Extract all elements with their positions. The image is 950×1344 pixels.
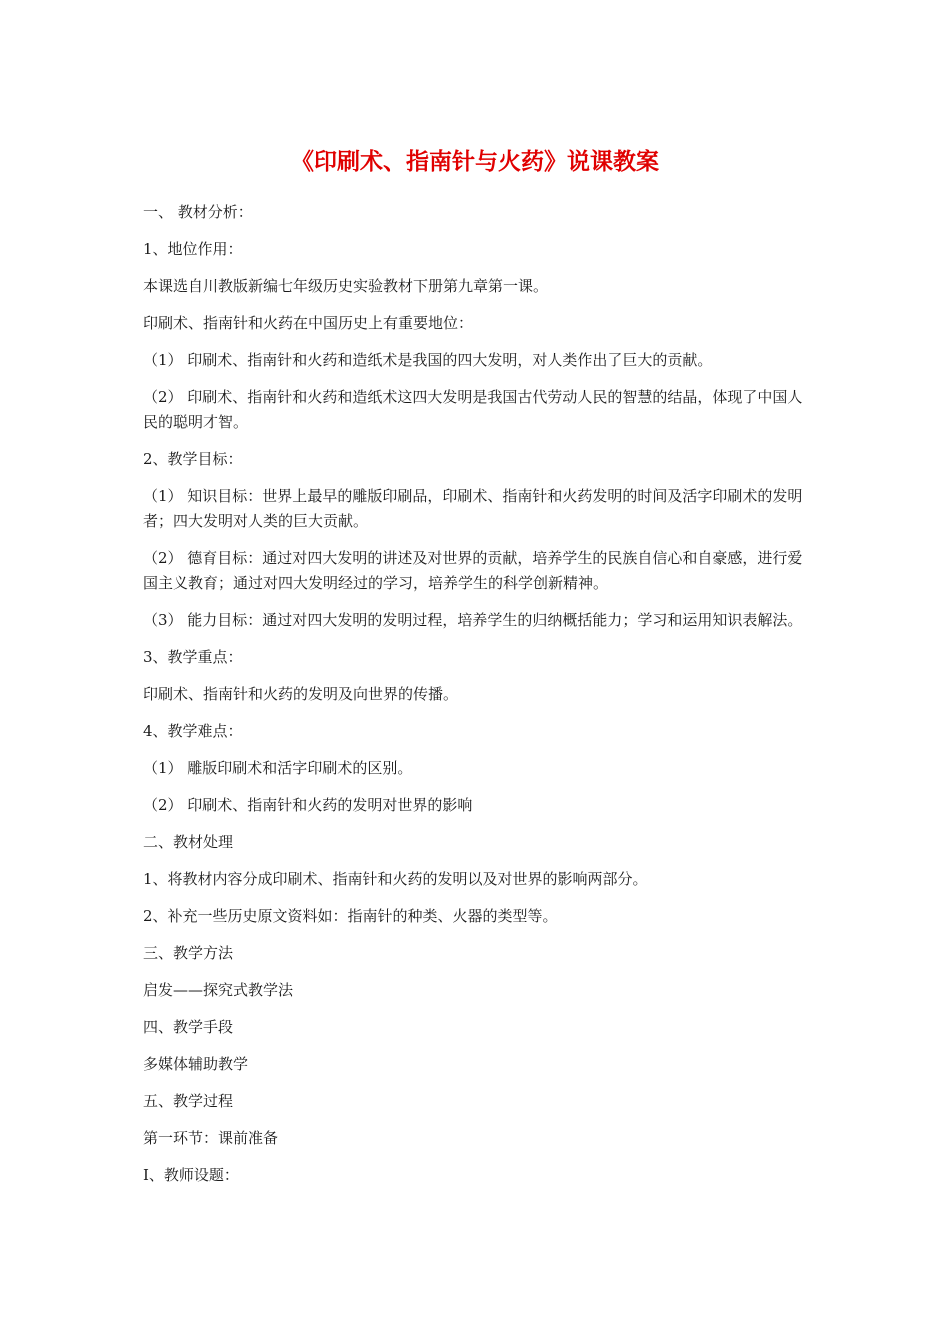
heading-section-5: 五、教学过程 — [143, 1092, 234, 1110]
paragraph: Ⅰ、教师设题： — [143, 1166, 239, 1184]
paragraph: 启发——探究式教学法 — [143, 981, 294, 999]
list-item: （2） 印刷术、指南针和火药和造纸术这四大发明是我国古代劳动人民的智慧的结晶，体现了中国人民的聪明才智。 — [143, 388, 803, 431]
paragraph: 1、将教材内容分成印刷术、指南针和火药的发明以及对世界的影响两部分。 — [143, 870, 648, 888]
list-item: （2） 德育目标：通过对四大发明的讲述及对世界的贡献，培养学生的民族自信心和自豪感，进行爱国主义教育；通过对四大发明经过的学习，培养学生的科学创新精神。 — [143, 549, 803, 592]
subheading-position: 1、地位作用： — [143, 240, 243, 258]
list-item: （1） 印刷术、指南针和火药和造纸术是我国的四大发明，对人类作出了巨大的贡献。 — [143, 351, 713, 369]
heading-section-4: 四、教学手段 — [143, 1018, 234, 1036]
list-item: （1） 雕版印刷术和活字印刷术的区别。 — [143, 759, 413, 777]
paragraph: 印刷术、指南针和火药的发明及向世界的传播。 — [143, 685, 459, 703]
paragraph: 多媒体辅助教学 — [143, 1055, 249, 1073]
list-item: （2） 印刷术、指南针和火药的发明对世界的影响 — [143, 796, 473, 814]
heading-section-2: 二、教材处理 — [143, 833, 234, 851]
paragraph: 本课选自川教版新编七年级历史实验教材下册第九章第一课。 — [143, 277, 549, 295]
paragraph: 印刷术、指南针和火药在中国历史上有重要地位： — [143, 314, 474, 332]
list-item: （3） 能力目标：通过对四大发明的发明过程，培养学生的归纳概括能力；学习和运用知识表解法。 — [143, 611, 803, 629]
paragraph: 第一环节：课前准备 — [143, 1129, 279, 1147]
list-item: （1） 知识目标：世界上最早的雕版印刷品，印刷术、指南针和火药发明的时间及活字印刷术的发明者；四大发明对人类的巨大贡献。 — [143, 487, 803, 530]
heading-section-3: 三、教学方法 — [143, 944, 234, 962]
subheading-key-points: 3、教学重点： — [143, 648, 243, 666]
paragraph: 2、补充一些历史原文资料如：指南针的种类、火器的类型等。 — [143, 907, 558, 925]
document-title: 《印刷术、指南针与火药》说课教案 — [291, 149, 659, 175]
subheading-difficulties: 4、教学难点： — [143, 722, 243, 740]
heading-section-1: 一、 教材分析： — [143, 203, 253, 221]
subheading-goals: 2、教学目标： — [143, 450, 243, 468]
document-body — [143, 200, 811, 1200]
